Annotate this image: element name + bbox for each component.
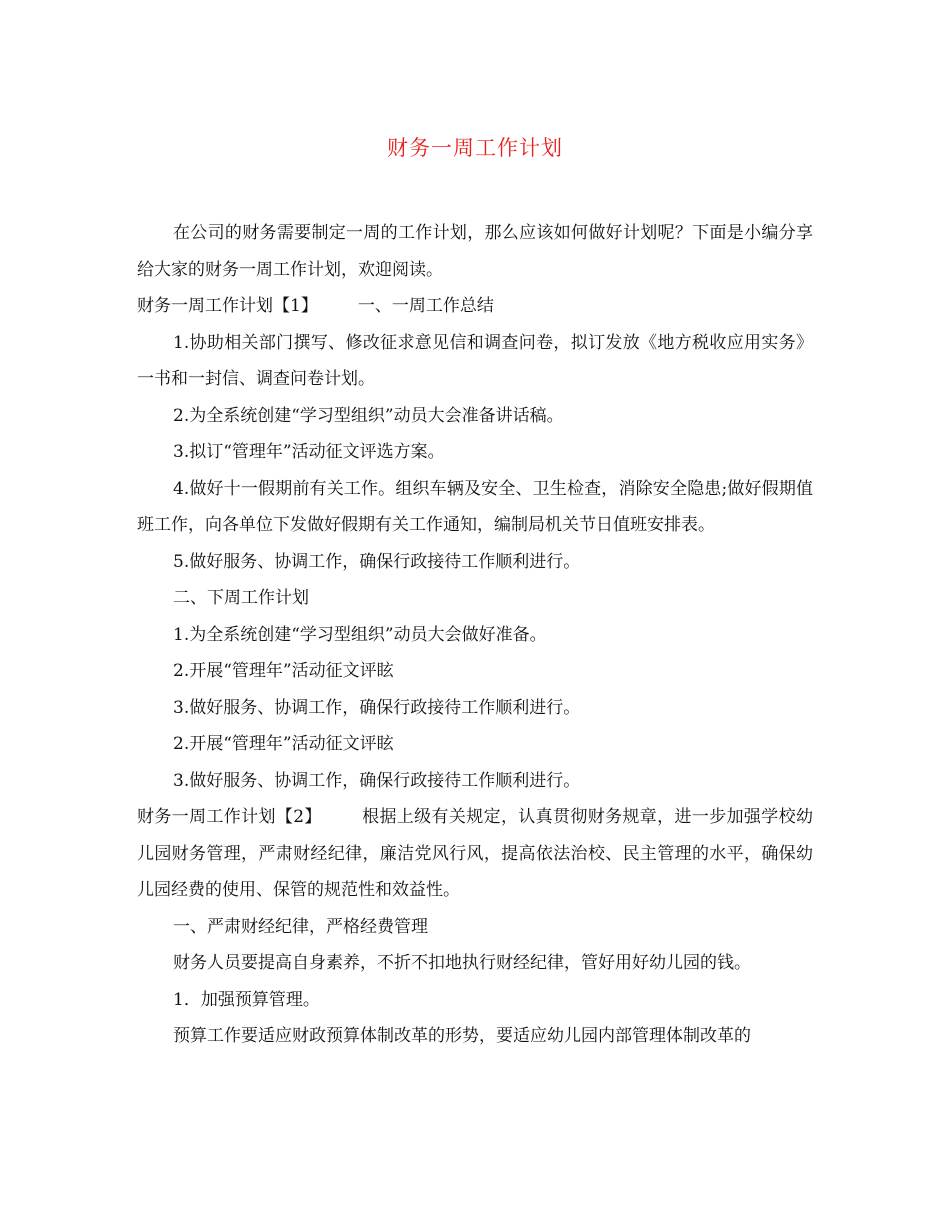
section-heading: 财务一周工作计划【2】 (137, 807, 322, 827)
document-title: 财务一周工作计划 (387, 136, 563, 160)
paragraph: 4.做好十一假期前有关工作。组织车辆及安全、卫生检查，消除安全隐患;做好假期值班工作，向各单位下发做好假期有关工作通知，编制局机关节日值班安排表。 (137, 478, 813, 535)
paragraph: 3.拟订“管理年”活动征文评选方案。 (173, 442, 445, 462)
paragraph: 5.做好服务、协调工作，确保行政接待工作顺利进行。 (173, 551, 581, 572)
paragraph-text: 一、一周工作总结 (357, 296, 494, 316)
section-heading: 财务一周工作计划【1】 (137, 296, 318, 316)
paragraph: 1.协助相关部门撰写、修改征求意见信和调查问卷，拟订发放《地方税收应用实务》一书和一封信、调查问卷计划。 (137, 332, 813, 389)
paragraph: 在公司的财务需要制定一周的工作计划，那么应该如何做好计划呢？下面是小编分享给大家的财务一周工作计划，欢迎阅读。 (137, 223, 813, 280)
paragraph: 3.做好服务、协调工作，确保行政接待工作顺利进行。 (173, 697, 581, 718)
paragraph: 1．加强预算管理。 (173, 989, 320, 1010)
paragraph: 2.开展“管理年”活动征文评眩 (173, 661, 394, 681)
paragraph: 二、下周工作计划 (173, 588, 309, 608)
paragraph: 3.做好服务、协调工作，确保行政接待工作顺利进行。 (173, 770, 581, 791)
paragraph-with-heading (137, 799, 813, 909)
paragraph: 一、严肃财经纪律，严格经费管理 (173, 916, 428, 937)
paragraph: 1.为全系统创建“学习型组织”动员大会做好准备。 (173, 624, 547, 645)
paragraph-text: 根据上级有关规定，认真贯彻财务规章，进一步加强学校幼儿园财务管理，严肃财经纪律，廉洁党风行风，提高依法治校、民主管理的水平，确保幼儿园经费的使用、保管的规范性和效益性。 (137, 807, 813, 900)
document-body (137, 215, 813, 1055)
paragraph: 2.为全系统创建“学习型组织”动员大会准备讲话稿。 (173, 405, 564, 426)
paragraph: 预算工作要适应财政预算体制改革的形势，要适应幼儿园内部管理体制改革的 (173, 1026, 751, 1046)
paragraph: 2.开展“管理年”活动征文评眩 (173, 734, 394, 754)
paragraph: 财务人员要提高自身素养，不折不扣地执行财经纪律，管好用好幼儿园的钱。 (173, 953, 751, 973)
paragraph-with-heading (137, 288, 813, 325)
